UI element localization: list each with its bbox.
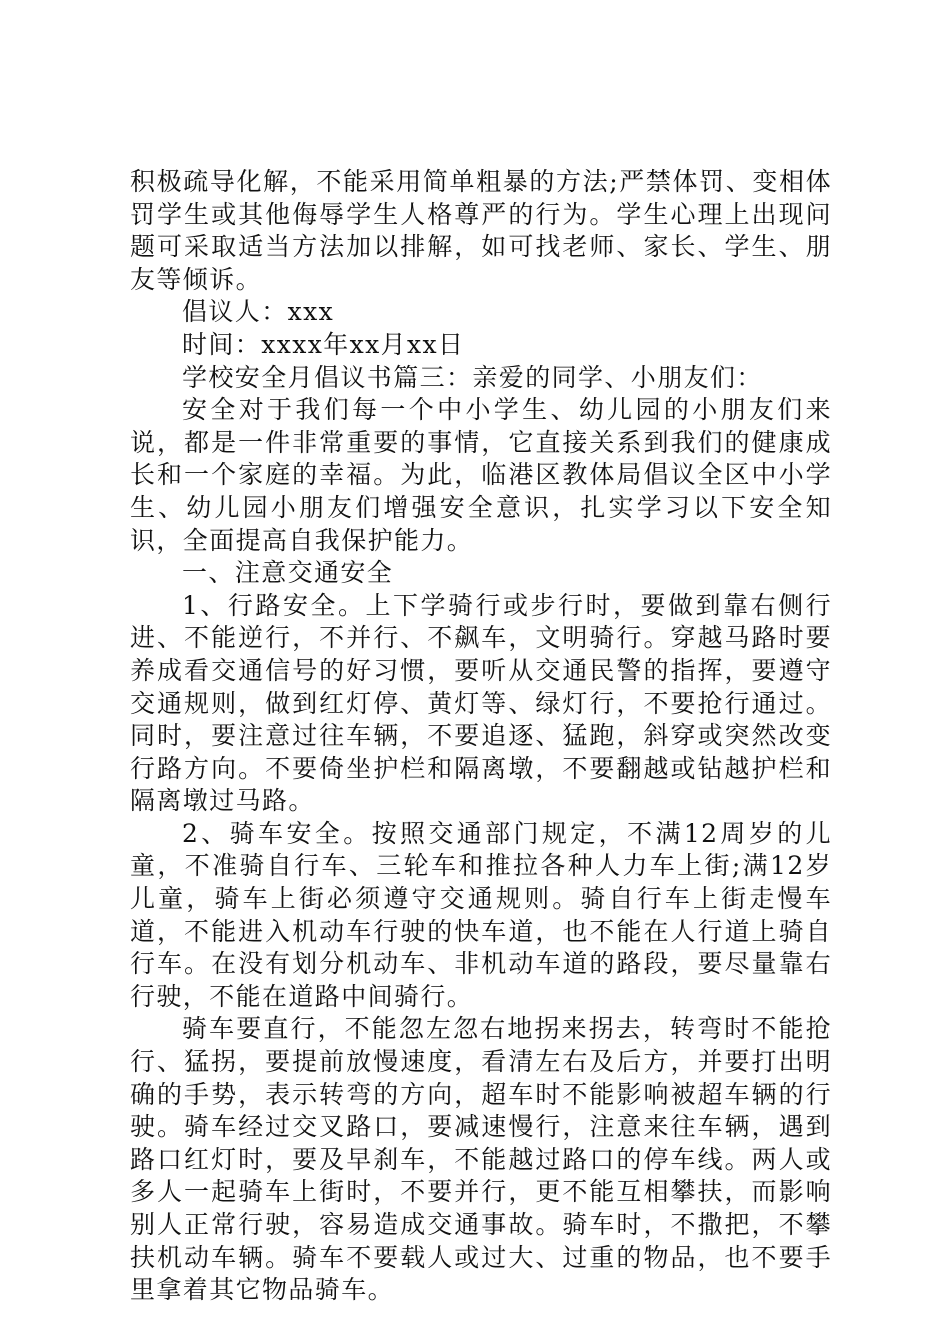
paragraph-safety-intro: 安全对于我们每一个中小学生、幼儿园的小朋友们来说，都是一件非常重要的事情，它直接关系到我们的健康成长和一个家庭的幸福。为此，临港区教体局倡议全区中小学生、幼儿园小朋友们增强安全意识，扎实学习以下安全知识，全面提高自我保护能力。 [130,395,832,555]
section-heading-traffic-safety: 一、注意交通安全 [182,558,394,588]
initiator-line: 倡议人：xxx [182,297,335,327]
date-line: 时间：xxxx年xx月xx日 [182,329,465,359]
document-body [130,166,832,1307]
section-heading-letter-three: 学校安全月倡议书篇三：亲爱的同学、小朋友们： [182,362,763,392]
paragraph-riding-rules: 骑车要直行，不能忽左忽右地拐来拐去，转弯时不能抢行、猛拐，要提前放慢速度，看清左右及后方，并要打出明确的手势，表示转弯的方向，超车时不能影响被超车辆的行驶。骑车经过交叉路口，要减速慢行，注意来往车辆，遇到路口红灯时，要及早刹车，不能越过路口的停车线。两人或多人一起骑车上街时，不要并行，更不能互相攀扶，而影响别人正常行驶，容易造成交通事故。骑车时，不撒把，不攀扶机动车辆。骑车不要载人或过大、过重的物品，也不要手里拿着其它物品骑车。 [130,1014,832,1305]
paragraph-counseling-end: 积极疏导化解，不能采用简单粗暴的方法;严禁体罚、变相体罚学生或其他侮辱学生人格尊严的行为。学生心理上出现问题可采取适当方法加以排解，如可找老师、家长、学生、朋友等倾诉。 [130,167,832,294]
paragraph-riding-safety: 2、骑车安全。按照交通部门规定，不满12周岁的儿童，不准骑自行车、三轮车和推拉各种人力车上街;满12岁儿童，骑车上街必须遵守交通规则。骑自行车上街走慢车道，不能进入机动车行驶的快车道，也不能在人行道上骑自行车。在没有划分机动车、非机动车道的路段，要尽量靠右行驶，不能在道路中间骑行。 [130,818,832,1011]
paragraph-walking-safety: 1、行路安全。上下学骑行或步行时，要做到靠右侧行进、不能逆行，不并行、不飙车，文明骑行。穿越马路时要养成看交通信号的好习惯，要听从交通民警的指挥，要遵守交通规则，做到红灯停、黄灯等、绿灯行，不要抢行通过。同时，要注意过往车辆，不要追逐、猛跑，斜穿或突然改变行路方向。不要倚坐护栏和隔离墩，不要翻越或钻越护栏和隔离墩过马路。 [130,590,832,816]
